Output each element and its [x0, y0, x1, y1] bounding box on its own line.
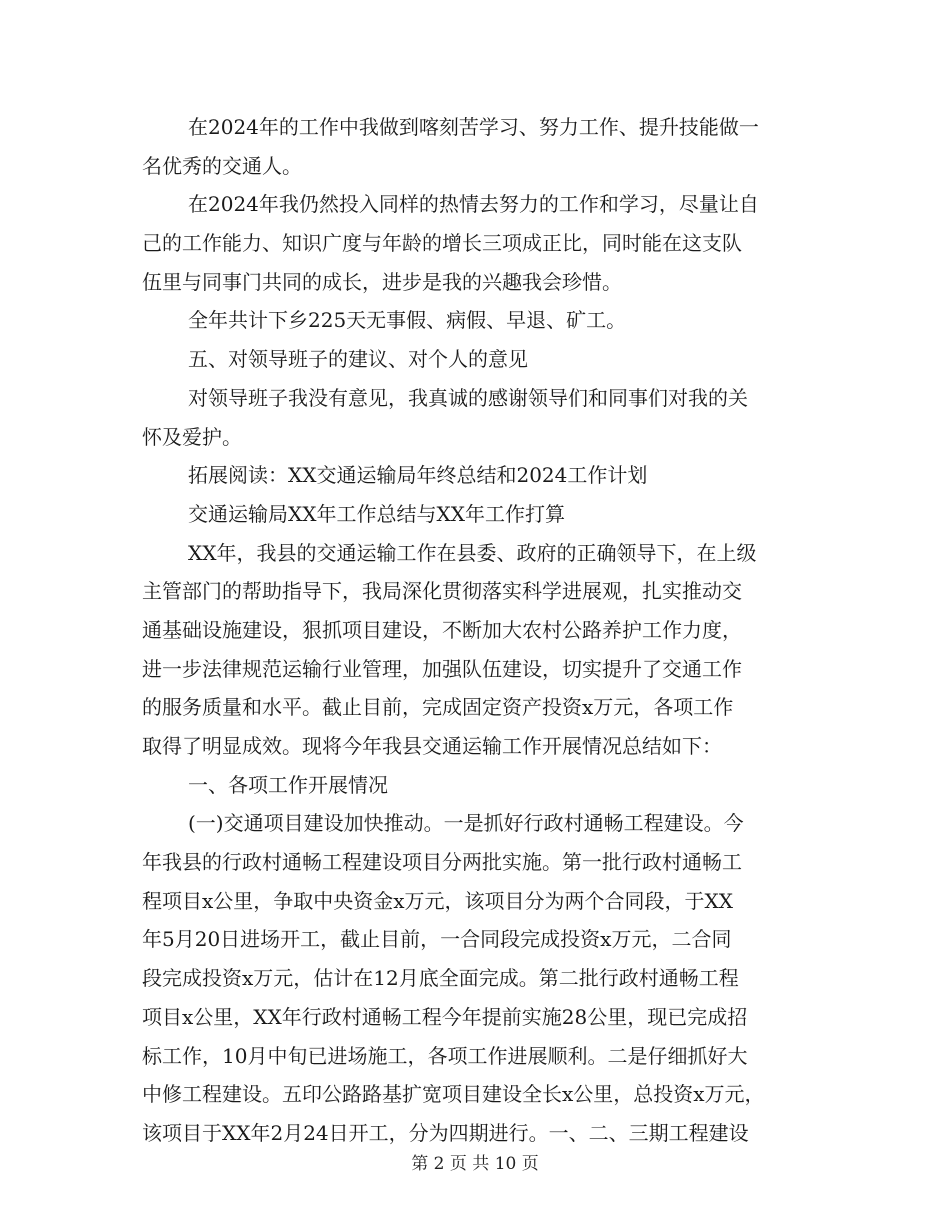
- text-line: 主管部门的帮助指导下，我局深化贯彻落实科学进展观，扎实推动交: [142, 579, 742, 604]
- text-line: 己的工作能力、知识广度与年龄的增长三项成正比，同时能在这支队: [142, 231, 742, 256]
- text-line: 取得了明显成效。现将今年我县交通运输工作开展情况总结如下：: [142, 734, 722, 758]
- text-line: 怀及爱护。: [142, 424, 242, 449]
- text-line: 名优秀的交通人。: [142, 153, 302, 178]
- text-line: 中修工程建设。五印公路路基扩宽项目建设全长x公里，总投资x万元，: [142, 1082, 765, 1107]
- text-line: 对领导班子我没有意见，我真诚的感谢领导们和同事们对我的关: [188, 385, 748, 410]
- document-body: [142, 108, 822, 1153]
- text-line: 在2024年的工作中我做到喀刻苦学习、努力工作、提升技能做一: [188, 115, 759, 139]
- text-line: 进一步法律规范运输行业管理，加强队伍建设，切实提升了交通工作: [142, 656, 742, 681]
- text-line: 在2024年我仍然投入同样的热情去努力的工作和学习，尽量让自: [188, 192, 759, 217]
- page-footer: 第 2 页 共 10 页: [411, 1154, 539, 1174]
- text-line: 伍里与同事门共同的成长，进步是我的兴趣我会珍惜。: [142, 269, 622, 294]
- text-line: 年我县的行政村通畅工程建设项目分两批实施。第一批行政村通畅工: [142, 850, 742, 875]
- text-line: 五、对领导班子的建议、对个人的意见: [188, 347, 528, 372]
- text-line: 项目x公里，XX年行政村通畅工程今年提前实施28公里，现已完成招: [142, 1004, 748, 1029]
- text-line: XX年，我县的交通运输工作在县委、政府的正确领导下，在上级: [188, 540, 757, 565]
- text-line: 交通运输局XX年工作总结与XX年工作打算: [188, 501, 565, 526]
- text-line: 的服务质量和水平。截止目前，完成固定资产投资x万元，各项工作: [142, 695, 734, 720]
- text-line: 拓展阅读：XX交通运输局年终总结和2024工作计划: [188, 463, 648, 488]
- text-line: 标工作，10月中旬已进场施工，各项工作进展顺利。二是仔细抓好大: [142, 1043, 748, 1068]
- text-line: 一、各项工作开展情况: [188, 772, 388, 797]
- text-line: 通基础设施建设，狠抓项目建设，不断加大农村公路养护工作力度，: [142, 617, 742, 642]
- text-line: 段完成投资x万元，估计在12月底全面完成。第二批行政村通畅工程: [142, 966, 739, 991]
- text-line: 该项目于XX年2月24日开工，分为四期进行。一、二、三期工程建设: [142, 1120, 749, 1145]
- text-line: 程项目x公里，争取中央资金x万元，该项目分为两个合同段，于XX: [142, 888, 734, 913]
- text-line: 全年共计下乡225天无事假、病假、早退、矿工。: [188, 308, 627, 333]
- text-line: 年5月20日进场开工，截止目前，一合同段完成投资x万元，二合同: [142, 927, 732, 952]
- text-line: (一)交通项目建设加快推动。一是抓好行政村通畅工程建设。今: [188, 811, 744, 836]
